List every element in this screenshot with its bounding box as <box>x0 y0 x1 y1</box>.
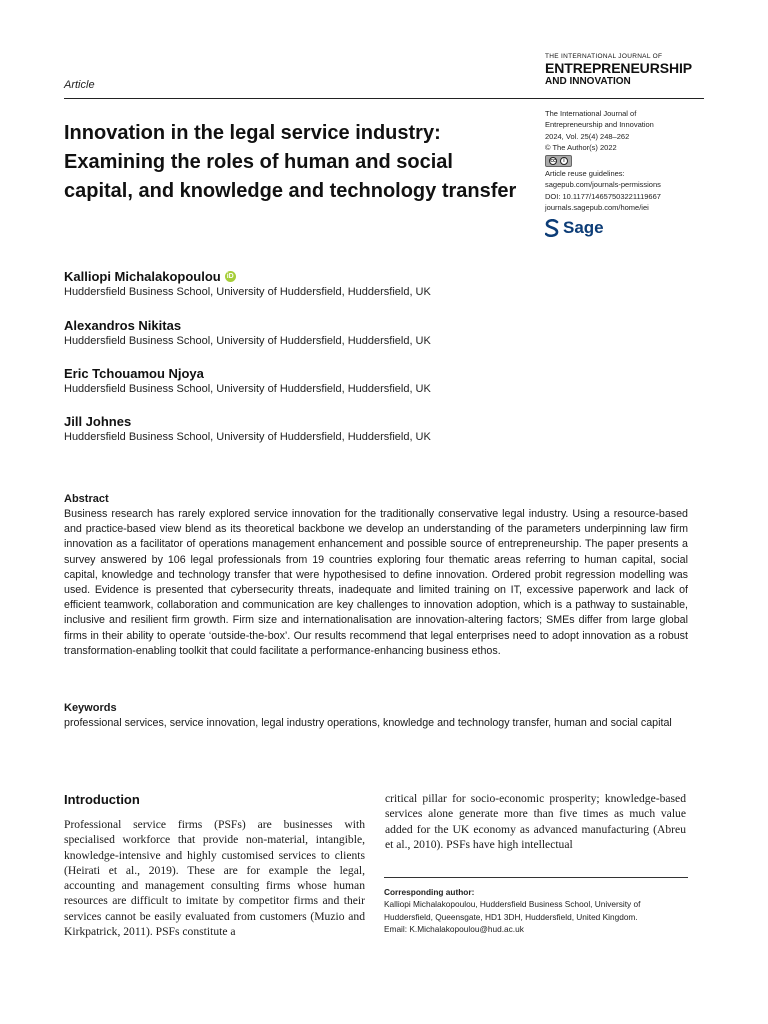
author-affiliation: Huddersfield Business School, University of Huddersfield, Huddersfield, UK <box>64 286 431 298</box>
journal-logo-sub-line: AND INNOVATION <box>545 76 631 87</box>
correspondence-heading: Corresponding author: <box>384 887 475 897</box>
journal-meta-line: 2024, Vol. 25(4) 248–262 <box>545 131 630 141</box>
publisher-name: Sage <box>563 218 604 237</box>
author-name[interactable]: Jill Johnes <box>64 414 132 429</box>
journal-meta-line: Entrepreneurship and Innovation <box>545 120 654 130</box>
keywords-heading: Keywords <box>64 702 117 714</box>
author-affiliation: Huddersfield Business School, University of Huddersfield, Huddersfield, UK <box>64 383 431 395</box>
sage-publisher-logo <box>545 218 604 238</box>
correspondence-line: Kalliopi Michalakopoulou, Huddersfield Business School, University of <box>384 899 641 910</box>
correspondence-block <box>384 886 694 935</box>
journal-logo <box>545 53 705 88</box>
author-name[interactable]: Kalliopi Michalakopoulou <box>64 269 221 284</box>
correspondence-line: Huddersfield, Queensgate, HD1 3DH, Huddersfield, United Kingdom. <box>384 911 638 922</box>
journal-home-link[interactable]: journals.sagepub.com/home/iei <box>545 203 649 213</box>
doi-link[interactable]: DOI: 10.1177/14657503221119667 <box>545 191 661 201</box>
article-type-label: Article <box>64 79 95 91</box>
journal-meta-line: © The Author(s) 2022 <box>545 142 617 152</box>
introduction-right-column: critical pillar for socio-economic prosperity; knowledge-based services alone generate more than five times as much value added for the UK economy as advanced manufacturing (Abreu et al., 2010). PSFs have high intellectual <box>385 792 686 851</box>
author-name[interactable]: Eric Tchouamou Njoya <box>64 366 204 381</box>
cc-by-license-icon[interactable]: cc i <box>545 155 572 167</box>
correspondence-email[interactable]: Email: K.Michalakopoulou@hud.ac.uk <box>384 923 524 934</box>
author-entry <box>64 413 624 445</box>
author-entry <box>64 365 624 397</box>
sage-s-icon <box>545 219 559 237</box>
journal-metadata <box>545 108 715 213</box>
orcid-icon[interactable]: iD <box>226 273 234 280</box>
journal-meta-line: The International Journal of <box>545 109 637 118</box>
keywords-text: professional services, service innovation, legal industry operations, knowledge and technology transfer, human and social capital <box>64 717 672 729</box>
introduction-left-column: Professional service firms (PSFs) are businesses with specialised workforce that provide non-material, intangible, knowledge-intensive and highly customised services to clients (Heirati et al., 2019). These are for example the legal, accounting and management consulting firms whose human resources are difficult to imitate by competitor firms and their services cannot be easily evaluated from customers (Muzio and Kirkpatrick, 2011). PSFs constitute a <box>64 818 365 939</box>
introduction-heading: Introduction <box>64 792 140 807</box>
article-title: Innovation in the legal service industry: Examining the roles of human and social capital, and knowledge and technology transfer <box>64 122 517 202</box>
abstract-text: Business research has rarely explored service innovation for the traditionally conservative legal industry. Using a resource-based and practice-based view blend as its theoretical backbone we develop an understanding of the parameters underpinning law firm innovation as a facilitator of operations management enhancement and possible source of entrepreneurship. The paper presents a survey answered by 106 legal professionals from 19 countries exploring four thematic areas referring to human capital, social capital, knowledge and technology transfer that were hypothesised to define innovation. Ordered probit regression modelling was used. Evidence is presented that cybersecurity threats, inadequate and limited training on IT, excessive paperwork and lack of efficient teamwork, collaboration and communication are key challenges to innovation adoption, which is a pathway to sustainable, inclusive and resilient firm growth. Firm size and internationalisation are innovation-altering factors; SMEs differ from large global firms in their ability to operate ‘outside-the-box’. Our results recommend that legal enterprises need to adopt innovation as a robust transformation-enabling toolkit that could facilitate a performance-enhancing business ethos. <box>64 508 688 657</box>
author-entry <box>64 268 624 300</box>
author-affiliation: Huddersfield Business School, University of Huddersfield, Huddersfield, UK <box>64 335 431 347</box>
abstract-heading: Abstract <box>64 493 109 505</box>
author-name[interactable]: Alexandros Nikitas <box>64 318 182 333</box>
correspondence-divider <box>384 877 688 878</box>
journal-logo-main-line: ENTREPRENEURSHIP <box>545 60 692 76</box>
author-entry <box>64 317 624 349</box>
header-divider <box>64 98 704 99</box>
permissions-link[interactable]: sagepub.com/journals-permissions <box>545 180 661 190</box>
author-affiliation: Huddersfield Business School, University of Huddersfield, Huddersfield, UK <box>64 431 431 443</box>
journal-logo-small-line: THE INTERNATIONAL JOURNAL OF <box>545 53 663 60</box>
permissions-label: Article reuse guidelines: <box>545 169 625 179</box>
